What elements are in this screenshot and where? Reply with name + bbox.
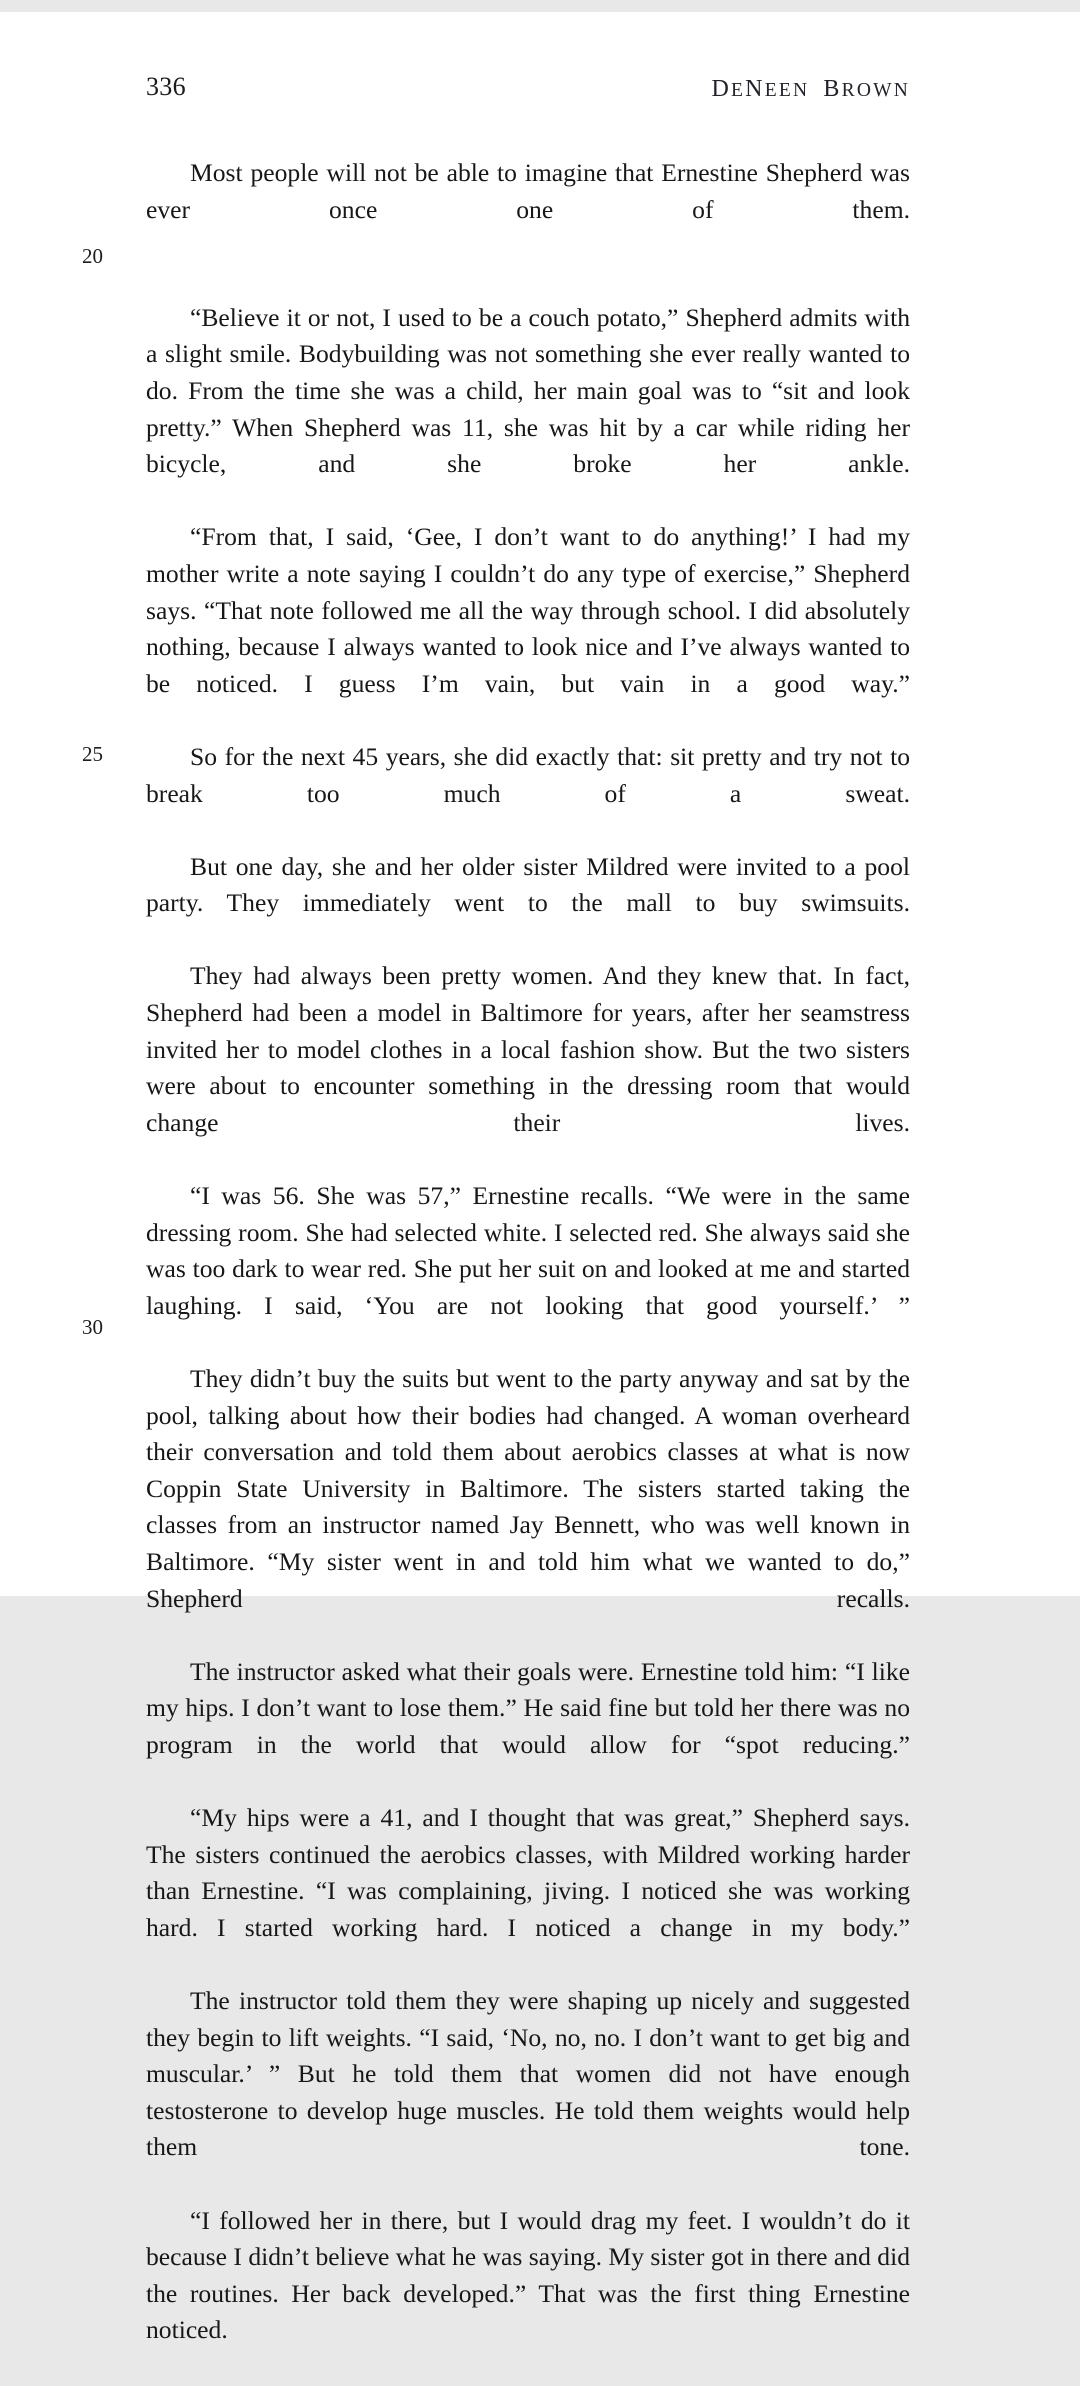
page-number: 336	[146, 72, 186, 101]
paragraph: They didn’t buy the suits but went to the party anyway and sat by the pool, talking about how their bodies had changed. A woman overheard their conversation and told them about aerobics classes at what is now Coppin State University in Baltimore. The sisters started taking the classes from an instructor named Jay Bennett, who was well known in Baltimore. “My sister went in and told him what we wanted to do,” Shepherd recalls.	[146, 1364, 910, 1613]
line-number-20: 20	[82, 244, 103, 268]
paragraph: The instructor asked what their goals were. Ernestine told him: “I like my hips. I don’t want to lose them.” He said fine but told her there was no program in the world that would allow for “spot reducing.”	[146, 1656, 910, 1759]
line-number-25: 25	[82, 742, 103, 766]
paragraph: The instructor told them they were shaping up nicely and suggested they begin to lift weights. “I said, ‘No, no, no. I don’t want to get big and muscular.’ ” But he told them that women did not have enough testosterone to develop huge muscles. He told them weights would help them tone.	[146, 1986, 910, 2162]
body-text-column	[146, 155, 910, 2386]
line-number-30: 30	[82, 1315, 103, 1339]
paragraph: Most people will not be able to imagine that Ernestine Shepherd was ever once one of them.	[146, 158, 910, 224]
paragraph: “From that, I said, ‘Gee, I don’t want to do anything!’ I had my mother write a note saying I couldn’t do any type of exercise,” Shepherd says. “That note followed me all the way through school. I did absolutely nothing, because I always wanted to look nice and I’ve always wanted to be noticed. I guess I’m vain, but vain in a good way.”	[146, 522, 910, 698]
paragraph: “My hips were a 41, and I thought that was great,” Shepherd says. The sisters continued the aerobics classes, with Mildred working harder than Ernestine. “I was complaining, jiving. I noticed she was working hard. I started working hard. I noticed a change in my body.”	[146, 1803, 910, 1942]
running-head	[146, 72, 910, 106]
running-head-author: DENEEN BROWN	[711, 76, 910, 102]
paragraph: They had always been pretty women. And they knew that. In fact, Shepherd had been a model in Baltimore for years, after her seamstress invited her to model clothes in a local fashion show. But the two sisters were about to encounter something in the dressing room that would change their lives.	[146, 961, 910, 1137]
book-page	[0, 12, 1080, 2345]
paragraph: “I followed her in there, but I would drag my feet. I wouldn’t do it because I didn’t believe what he was saying. My sister got in there and did the routines. Her back developed.” That was the first thing Ernestine noticed.	[146, 2205, 910, 2345]
paragraph: But one day, she and her older sister Mildred were invited to a pool party. They immediately went to the mall to buy swimsuits.	[146, 851, 910, 918]
paragraph: “I was 56. She was 57,” Ernestine recalls. “We were in the same dressing room. She had selected white. I selected red. She always said she was too dark to wear red. She put her suit on and looked at me and started laughing. I said, ‘You are not looking that good yourself.’ ”	[146, 1181, 910, 1320]
paragraph: So for the next 45 years, she did exactly that: sit pretty and try not to break too much of a sweat.	[146, 741, 910, 808]
paragraph: “Believe it or not, I used to be a couch potato,” Shepherd admits with a slight smile. Bodybuilding was not something she ever really wanted to do. From the time she was a child, her main goal was to “sit and look pretty.” When Shepherd was 11, she was hit by a car while riding her bicycle, and she broke her ankle.	[146, 302, 910, 479]
